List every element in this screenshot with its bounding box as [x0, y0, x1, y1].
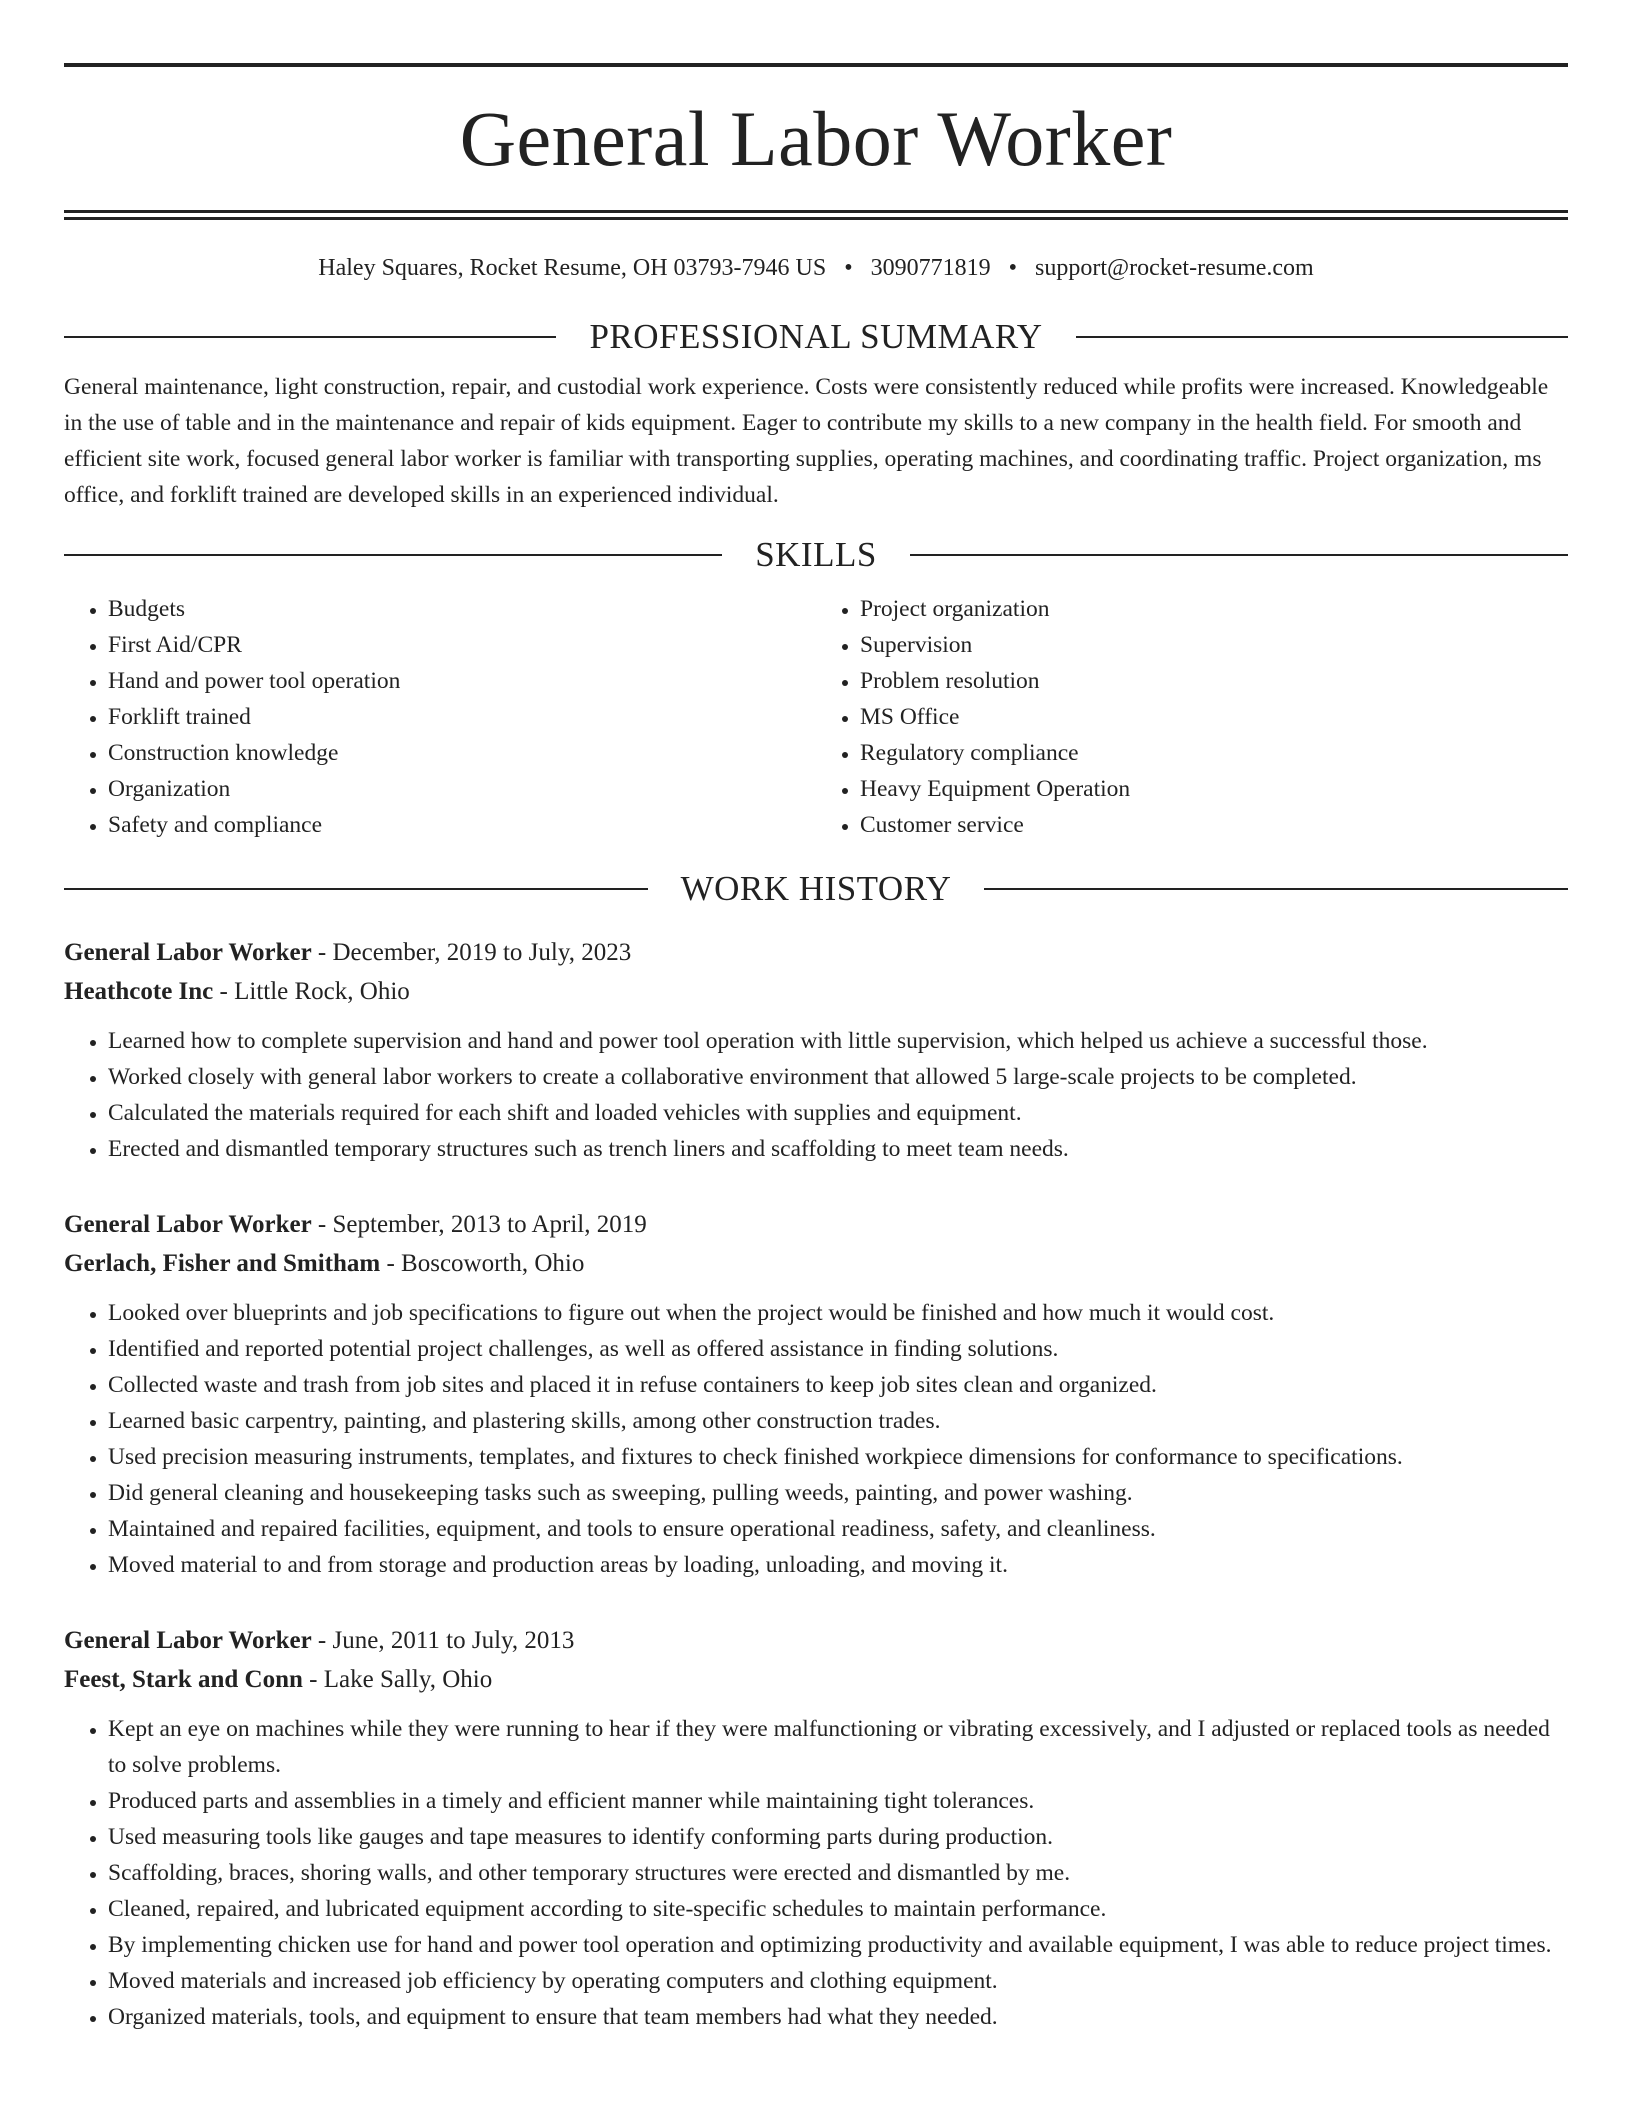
job-bullet: • Organized materials, tools, and equipment to ensure that team members had what they needed. [108, 1999, 1568, 2035]
job-location: - Boscoworth, Ohio [380, 1250, 585, 1277]
job-bullets [64, 1023, 1568, 1167]
job-bullet: • Did general cleaning and housekeeping tasks such as sweeping, pulling weeds, painting, and power washing. [108, 1475, 1568, 1511]
heading-rule-right [984, 888, 1568, 890]
contact-phone: 3090771819 [870, 255, 991, 281]
job-bullets [64, 1711, 1568, 2035]
job-company-line [64, 1660, 1568, 1699]
job-role: General Labor Worker [64, 1211, 312, 1238]
summary-text: General maintenance, light construction, repair, and custodial work experience. Costs were consistently reduced while profits were increased. Knowledgeable in the use of table and in the maintenance and repair of kids equipment. Eager to contribute my skills to a new company in the health field. For smooth and efficient site work, focused general labor worker is familiar with transporting supplies, operating machines, and coordinating traffic. Project organization, ms office, and forklift trained are developed skills in an experienced individual. [64, 374, 1549, 508]
skill-item: • Safety and compliance [108, 807, 816, 843]
header-top-rule [64, 63, 1568, 67]
skills-heading [64, 535, 1568, 575]
job-bullet: • Produced parts and assemblies in a timely and efficient manner while maintaining tight tolerances. [108, 1783, 1568, 1819]
job-bullet: • Collected waste and trash from job sites and placed it in refuse containers to keep job sites clean and organized. [108, 1367, 1568, 1403]
job-bullet: • By implementing chicken use for hand and power tool operation and optimizing productivity and available equipment, I was able to reduce project times. [108, 1927, 1568, 1963]
heading-rule-left [64, 888, 648, 890]
job-company: Heathcote Inc [64, 978, 214, 1005]
work-title: WORK HISTORY [680, 869, 952, 908]
skills-list-left [64, 591, 816, 843]
skill-item: • Regulatory compliance [860, 735, 1568, 771]
contact-separator: • [844, 255, 853, 281]
skill-item: • Heavy Equipment Operation [860, 771, 1568, 807]
skill-item: • Budgets [108, 591, 816, 627]
skills-title: SKILLS [755, 535, 877, 574]
job-role: General Labor Worker [64, 939, 312, 966]
job-entry [64, 1621, 1568, 2035]
job-location: - Little Rock, Ohio [213, 978, 410, 1005]
heading-rule-left [64, 554, 722, 556]
job-dates: - June, 2011 to July, 2013 [311, 1627, 575, 1654]
job-bullet: • Calculated the materials required for each shift and loaded vehicles with supplies and equipment. [108, 1095, 1568, 1131]
job-dates: - September, 2013 to April, 2019 [311, 1211, 647, 1238]
job-role: General Labor Worker [64, 1627, 312, 1654]
job-bullet: • Used precision measuring instruments, templates, and fixtures to check finished workpiece dimensions for conformance to specifications. [108, 1439, 1568, 1475]
skill-item: • First Aid/CPR [108, 627, 816, 663]
job-bullet: • Moved material to and from storage and production areas by loading, unloading, and moving it. [108, 1547, 1568, 1583]
skills-columns [64, 591, 1568, 843]
job-dates: - December, 2019 to July, 2023 [311, 939, 632, 966]
job-role-line [64, 933, 1568, 972]
skill-item: • Hand and power tool operation [108, 663, 816, 699]
job-bullet: • Learned how to complete supervision and hand and power tool operation with little supervision, which helped us achieve a successful those. [108, 1023, 1568, 1059]
contact-email: support@rocket-resume.com [1035, 255, 1314, 281]
resume-name: General Labor Worker [459, 95, 1173, 182]
job-bullet: • Maintained and repaired facilities, equipment, and tools to ensure operational readiness, safety, and cleanliness. [108, 1511, 1568, 1547]
job-bullet: • Learned basic carpentry, painting, and plastering skills, among other construction trades. [108, 1403, 1568, 1439]
job-company: Gerlach, Fisher and Smitham [64, 1250, 381, 1277]
skill-item: • Organization [108, 771, 816, 807]
skill-item: • MS Office [860, 699, 1568, 735]
skill-item: • Project organization [860, 591, 1568, 627]
skill-item: • Supervision [860, 627, 1568, 663]
job-bullet: • Kept an eye on machines while they were running to hear if they were malfunctioning or vibrating excessively, and I adjusted or replaced tools as needed to solve problems. [108, 1711, 1568, 1783]
heading-rule-right [910, 554, 1568, 556]
job-bullet: • Moved materials and increased job efficiency by operating computers and clothing equipment. [108, 1963, 1568, 1999]
summary-title: PROFESSIONAL SUMMARY [589, 317, 1043, 356]
resume-page [64, 0, 1568, 2035]
job-bullets [64, 1295, 1568, 1583]
job-bullet: • Used measuring tools like gauges and tape measures to identify conforming parts during production. [108, 1819, 1568, 1855]
job-bullet: • Scaffolding, braces, shoring walls, and other temporary structures were erected and dismantled by me. [108, 1855, 1568, 1891]
job-entry [64, 933, 1568, 1167]
heading-rule-right [1076, 336, 1568, 338]
skill-item: • Forklift trained [108, 699, 816, 735]
skills-list-right [816, 591, 1568, 843]
job-entry [64, 1205, 1568, 1583]
job-bullet: • Cleaned, repaired, and lubricated equipment according to site-specific schedules to maintain performance. [108, 1891, 1568, 1927]
summary-heading [64, 317, 1568, 357]
heading-rule-left [64, 336, 556, 338]
job-role-line [64, 1621, 1568, 1660]
job-bullet: • Looked over blueprints and job specifications to figure out when the project would be finished and how much it would cost. [108, 1295, 1568, 1331]
skill-item: • Construction knowledge [108, 735, 816, 771]
header-double-rule [64, 210, 1568, 220]
skill-item: • Customer service [860, 807, 1568, 843]
skill-item: • Problem resolution [860, 663, 1568, 699]
job-company-line [64, 1244, 1568, 1283]
job-location: - Lake Sally, Ohio [302, 1666, 493, 1693]
job-bullet: • Identified and reported potential project challenges, as well as offered assistance in finding solutions. [108, 1331, 1568, 1367]
contact-line [64, 253, 1568, 283]
job-bullet: • Erected and dismantled temporary structures such as trench liners and scaffolding to meet team needs. [108, 1131, 1568, 1167]
contact-address: Haley Squares, Rocket Resume, OH 03793-7946 US [318, 255, 827, 281]
job-company: Feest, Stark and Conn [64, 1666, 303, 1693]
job-bullet: • Worked closely with general labor workers to create a collaborative environment that allowed 5 large-scale projects to be completed. [108, 1059, 1568, 1095]
job-role-line [64, 1205, 1568, 1244]
job-company-line [64, 972, 1568, 1011]
contact-separator: • [1008, 255, 1018, 281]
work-heading [64, 869, 1568, 909]
